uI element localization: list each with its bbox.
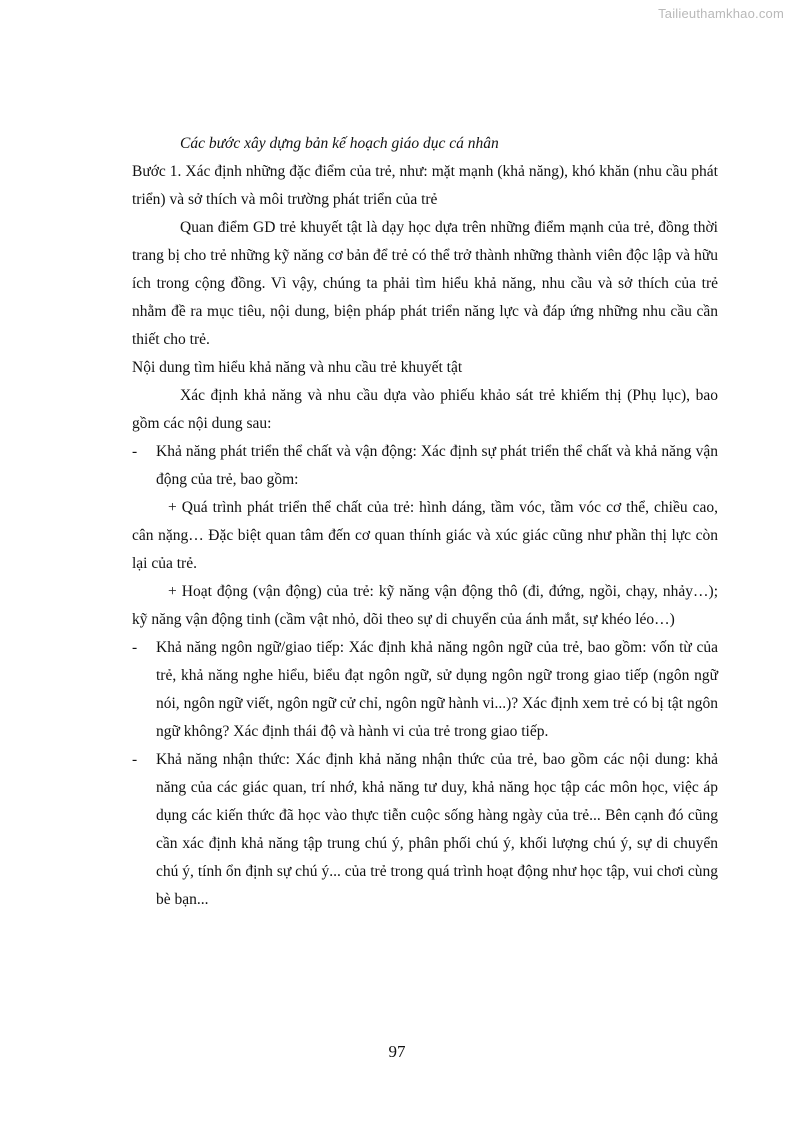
bullet-language xyxy=(132,634,718,746)
bullet-physical xyxy=(132,438,718,494)
dash-marker: - xyxy=(132,751,138,768)
viewpoint-paragraph: Quan điểm GD trẻ khuyết tật là dạy học dựa trên những điểm mạnh của trẻ, đồng thời trang bị cho trẻ những kỹ năng cơ bản để trẻ có thể trở thành những thành viên độc lập và hữu ích trong cộng đồng. Vì vậy, chúng ta phải tìm hiểu khả năng, nhu cầu và sở thích của trẻ nhằm đề ra mục tiêu, nội dung, biện pháp phát triển năng lực và đáp ứng những nhu cầu cần thiết cho trẻ. xyxy=(132,219,718,348)
document-body xyxy=(132,130,718,914)
dash-marker: - xyxy=(132,443,138,460)
sub-item-physical-text: Quá trình phát triển thể chất của trẻ: hình dáng, tầm vóc, tầm vóc cơ thể, chiều cao, cân nặng… Đặc biệt quan tâm đến cơ quan thính giác và xúc giác cũng như phần thị lực còn lại của trẻ. xyxy=(132,499,719,572)
content-heading: Nội dung tìm hiểu khả năng và nhu cầu trẻ khuyết tật xyxy=(132,359,463,376)
bullet-physical-text: Khả năng phát triển thể chất và vận động: Xác định sự phát triển thể chất và khả năng vận động của trẻ, bao gồm: xyxy=(156,443,718,488)
section-title: Các bước xây dựng bản kế hoạch giáo dục cá nhân xyxy=(180,135,499,152)
step-1-paragraph: Bước 1. Xác định những đặc điểm của trẻ, như: mặt mạnh (khả năng), khó khăn (nhu cầu phát triển) và sở thích và môi trường phát triển của trẻ xyxy=(132,163,718,208)
sub-item-motor-text: Hoạt động (vận động) của trẻ: kỹ năng vận động thô (đi, đứng, ngồi, chạy, nhảy…); kỹ năng vận động tinh (cầm vật nhỏ, dõi theo sự di chuyển của ánh mắt, sự khéo léo…) xyxy=(132,583,718,628)
sub-item-physical xyxy=(132,494,718,578)
watermark: Tailieuthamkhao.com xyxy=(658,6,784,21)
bullet-cognition xyxy=(132,746,718,914)
bullet-cognition-text: Khả năng nhận thức: Xác định khả năng nhận thức của trẻ, bao gồm các nội dung: khả năng của các giác quan, trí nhớ, khả năng tư duy, khả năng học tập các môn học, việc áp dụng các kiến thức đã học vào thực tiễn cuộc sống hàng ngày của trẻ... Bên cạnh đó cũng cần xác định khả năng tập trung chú ý, phân phối chú ý, khối lượng chú ý, sự di chuyển chú ý, tính ổn định sự chú ý... của trẻ trong quá trình hoạt động như học tập, vui chơi cùng bè bạn... xyxy=(156,751,718,908)
plus-marker: + xyxy=(168,499,177,516)
page-number: 97 xyxy=(388,1042,406,1061)
dash-marker: - xyxy=(132,639,138,656)
bullet-language-text: Khả năng ngôn ngữ/giao tiếp: Xác định khả năng ngôn ngữ của trẻ, bao gồm: vốn từ của trẻ, khả năng nghe hiểu, biểu đạt ngôn ngữ, sử dụng ngôn ngữ trong giao tiếp (ngôn ngữ nói, ngôn ngữ viết, ngôn ngữ cử chỉ, ngôn ngữ hành vi...)? Xác định xem trẻ có bị tật ngôn ngữ không? Xác định thái độ và hành vi của trẻ trong giao tiếp. xyxy=(156,639,718,740)
survey-intro-paragraph: Xác định khả năng và nhu cầu dựa vào phiếu khảo sát trẻ khiếm thị (Phụ lục), bao gồm các nội dung sau: xyxy=(132,387,718,432)
sub-item-motor xyxy=(132,578,718,634)
plus-marker: + xyxy=(168,583,177,600)
